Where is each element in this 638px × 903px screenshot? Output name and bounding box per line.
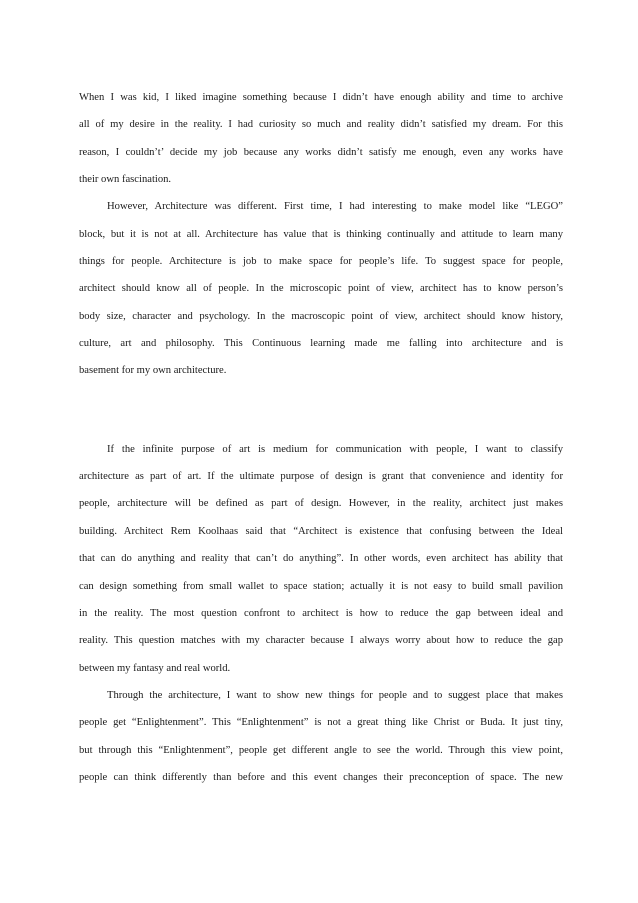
text-line: architect should know all of people. In the microscopic point of view, architect has to know person’s	[79, 283, 563, 295]
text-line: people, architecture will be defined as part of design. However, in the reality, architect just makes	[79, 498, 563, 510]
text-line: their own fascination.	[79, 174, 172, 186]
text-line: When I was kid, I liked imagine something because I didn’t have enough ability and time to archive	[79, 92, 563, 103]
text-line: can design something from small wallet to space station; actually it is not easy to build small pavilion	[79, 580, 563, 592]
text-line: reality. This question matches with my character because I always worry about how to reduce the gap	[79, 635, 563, 647]
text-line: between my fantasy and real world.	[79, 662, 231, 674]
paragraph	[79, 686, 563, 795]
text-line: but through this “Enlightenment”, people get different angle to see the world. Through this view point,	[79, 744, 563, 756]
text-line: in the reality. The most question confront to architect is how to reduce the gap between ideal and	[79, 607, 563, 619]
text-line: people can think differently than before and this event changes their preconception of space. The new	[79, 771, 563, 783]
text-line: However, Architecture was different. First time, I had interesting to make model like “LEGO”	[107, 201, 563, 213]
text-line: If the infinite purpose of art is medium for communication with people, I want to classify	[107, 443, 563, 455]
paragraph-gap	[79, 389, 563, 440]
text-line: that can do anything and reality that can’t do anything”. In other words, even architect has ability that	[79, 553, 563, 565]
text-line: block, but it is not at all. Architecture has value that is thinking continually and attitude to learn many	[79, 228, 563, 240]
text-line: culture, art and philosophy. This Continuous learning made me falling into architecture and is	[79, 338, 563, 350]
paragraph	[79, 88, 563, 197]
text-line: Through the architecture, I want to show new things for people and to suggest place that makes	[107, 689, 563, 701]
text-line: building. Architect Rem Koolhaas said that “Architect is existence that confusing between the Ideal	[79, 525, 563, 537]
paragraph	[79, 440, 563, 686]
text-line: all of my desire in the reality. I had curiosity so much and reality didn’t satisfied my dream. For this	[79, 119, 563, 131]
text-line: reason, I couldn’t’ decide my job because any works didn’t satisfy me enough, even any works have	[79, 146, 563, 158]
text-line: body size, character and psychology. In the macroscopic point of view, architect should know history,	[79, 310, 563, 322]
paragraph	[79, 197, 563, 388]
essay-body	[79, 88, 563, 795]
text-line: basement for my own architecture.	[79, 365, 227, 377]
text-line: architecture as part of art. If the ultimate purpose of design is grant that convenience and identity for	[79, 471, 563, 483]
text-line: people get “Enlightenment”. This “Enlightenment” is not a great thing like Christ or Buda. It just tiny,	[79, 717, 563, 729]
text-line: things for people. Architecture is job to make space for people’s life. To suggest space for people,	[79, 256, 563, 268]
